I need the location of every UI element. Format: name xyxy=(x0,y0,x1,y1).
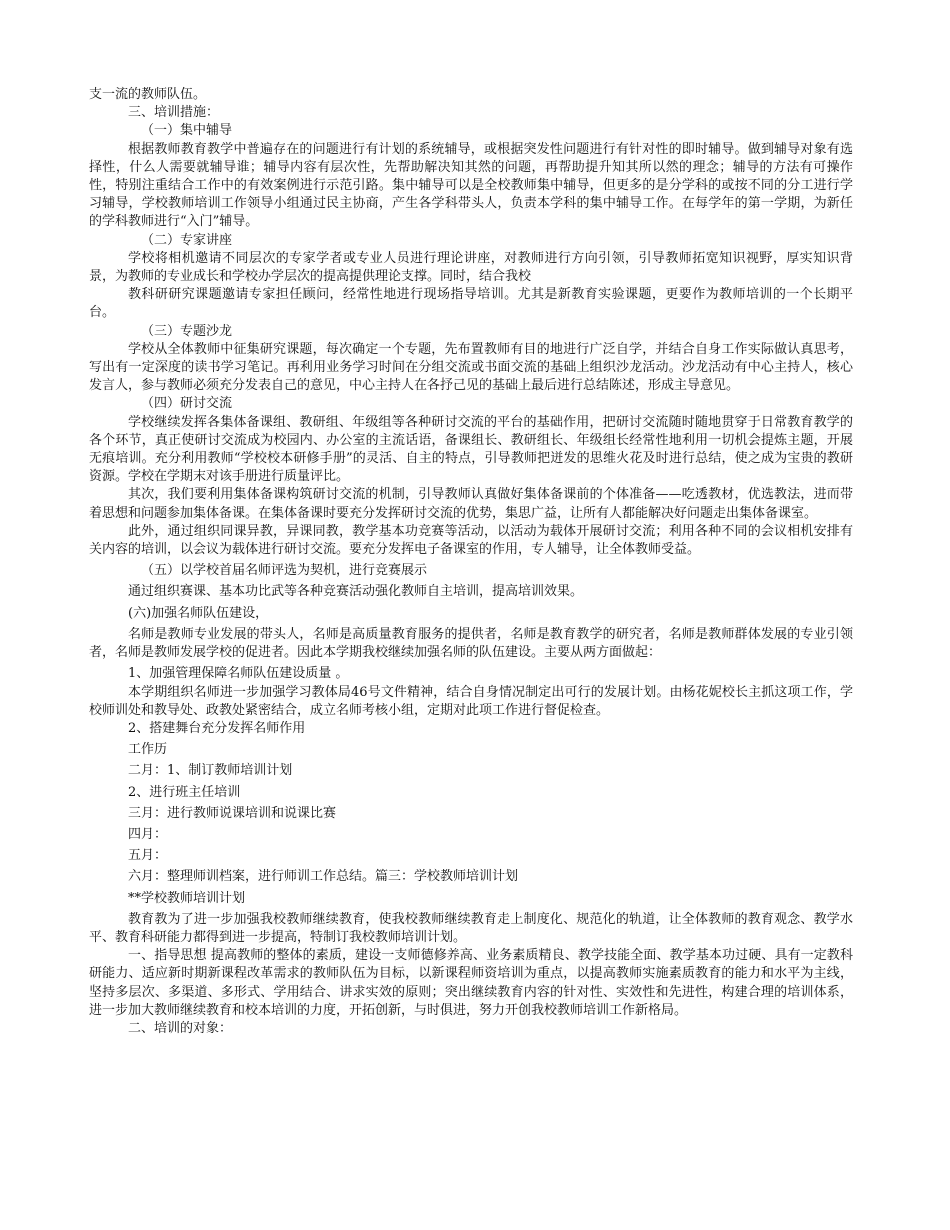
paragraph: 学校继续发挥各集体备课组、教研组、年级组等各种研讨交流的平台的基础作用，把研讨交流随时随地贯穿于日常教育教学的各个环节，真正使研讨交流成为校园内、办公室的主流话语，备课组长、教研组长、年级组长经常性地利用一切机会提炼主题，开展无痕培训。充分利用教师“学校校本研修手册”的灵活、自主的特点，引导教师把迸发的思维火花及时进行总结，使之成为宝贵的教研资源。学校在学期末对该手册进行质量评比。 xyxy=(89,414,853,485)
paragraph: 教科研研究课题邀请专家担任顾问，经常性地进行现场指导培训。尤其是新教育实验课题，更要作为教师培训的一个长期平台。 xyxy=(89,287,853,321)
section-heading: 三、培训措施： xyxy=(128,105,220,121)
section-heading: 二、培训的对象： xyxy=(128,1020,233,1036)
schedule-item: 二月：1、制订教师培训计划 xyxy=(128,763,293,779)
schedule-item: 三月：进行教师说课培训和说课比赛 xyxy=(128,805,337,821)
paragraph: 教育教为了进一步加强我校教师继续教育，使我校教师继续教育走上制度化、规范化的轨道，让全体教师的教育观念、教学水平、教育科研能力都得到进一步提高，特制订我校教师培训计划。 xyxy=(89,911,853,945)
subsection-heading: （一）集中辅导 xyxy=(141,123,233,139)
list-item: 1、加强管理保障名师队伍建设质量 。 xyxy=(128,666,349,682)
schedule-title: 工作历 xyxy=(128,742,168,758)
paragraph: 名师是教师专业发展的带头人，名师是高质量教育服务的提供者，名师是教育教学的研究者，名师是教师群体发展的专业引领者，名师是教师发展学校的促进者。因此本学期我校继续加强名师的队伍建设。主要从两方面做起： xyxy=(89,626,853,661)
subsection-heading: (六)加强名师队伍建设， xyxy=(128,605,269,621)
schedule-item: 2、进行班主任培训 xyxy=(128,784,241,800)
paragraph: 本学期组织名师进一步加强学习教体局46号文件精神，结合自身情况制定出可行的发展计划。由杨花妮校长主抓这项工作，学校师训处和教导处、政教处紧密结合，成立名师考核小组，定期对此项工作进行督促检查。 xyxy=(89,684,853,718)
subsection-heading: （二）专家讲座 xyxy=(141,232,233,248)
subsection-heading: （三）专题沙龙 xyxy=(141,323,233,339)
schedule-item: 五月： xyxy=(128,848,168,864)
paragraph: 学校将相机邀请不同层次的专家学者或专业人员进行理论讲座，对教师进行方向引领，引导教师拓宽知识视野，厚实知识背景，为教师的专业成长和学校办学层次的提高提供理论支撑。同时，结合我校 xyxy=(89,250,853,285)
document-body xyxy=(89,86,853,1038)
schedule-item: 六月：整理师训档案，进行师训工作总结。篇三：学校教师培训计划 xyxy=(128,869,519,885)
paragraph: 根据教师教育教学中普遍存在的问题进行有计划的系统辅导，或根据突发性问题进行有针对性的即时辅导。做到辅导对象有选择性，什么人需要就辅导谁；辅导内容有层次性，先帮助解决知其然的问题，再帮助提升知其所以然的理念；辅导的方法有可操作性，特别注重结合工作中的有效案例进行示范引路。集中辅导可以是全校教师集中辅导，但更多的是分学科的或按不同的分工进行学习辅导，学校教师培训工作领导小组通过民主协商，产生各学科带头人，负责本学科的集中辅导工作。在每学年的第一学期，为新任的学科教师进行“入门”辅导。 xyxy=(89,141,853,230)
schedule-item: 四月： xyxy=(128,826,168,842)
paragraph: 学校从全体教师中征集研究课题，每次确定一个专题，先布置教师有目的地进行广泛自学，并结合自身工作实际做认真思考，写出有一定深度的读书学习笔记。再利用业务学习时间在分组交流或书面交流的基础上组织沙龙活动。沙龙活动有中心主持人，核心发言人，参与教师必须充分发表自己的意见，中心主持人在各抒己见的基础上最后进行总结陈述，形成主导意见。 xyxy=(89,341,853,394)
subsection-heading: （五）以学校首届名师评选为契机，进行竞赛展示 xyxy=(141,563,428,579)
paragraph: 支一流的教师队伍。 xyxy=(89,87,207,102)
list-item: 2、搭建舞台充分发挥名师作用 xyxy=(128,720,306,736)
paragraph: 其次，我们要利用集体备课构筑研讨交流的机制，引导教师认真做好集体备课前的个体准备——吃透教材，优选教法，进而带着思想和问题参加集体备课。在集体备课时要充分发挥研讨交流的优势，集思广益，让所有人都能解决好问题走出集体备课室。 xyxy=(89,487,853,521)
document-title: **学校教师培训计划 xyxy=(128,890,246,906)
paragraph: 一、指导思想 提高教师的整体的素质，建设一支师德修养高、业务素质精良、教学技能全面、教学基本功过硬、具有一定教科研能力、适应新时期新课程改革需求的教师队伍为目标，以新课程师资培训为重点，以提高教师实施素质教育的能力和水平为主线，坚持多层次、多渠道、多形式、学用结合、讲求实效的原则；突出继续教育内容的针对性、实效性和先进性，构建合理的培训体系，进一步加大教师继续教育和校本培训的力度，开拓创新，与时俱进，努力开创我校教师培训工作新格局。 xyxy=(89,948,853,1018)
subsection-heading: （四）研讨交流 xyxy=(141,396,233,412)
paragraph: 此外，通过组织同课异教，异课同教，教学基本功竞赛等活动，以活动为载体开展研讨交流；利用各种不同的会议相机安排有关内容的培训，以会议为载体进行研讨交流。要充分发挥电子备课室的作用，专人辅导，让全体教师受益。 xyxy=(89,523,853,558)
paragraph: 通过组织赛课、基本功比武等各种竞赛活动强化教师自主培训，提高培训效果。 xyxy=(128,584,584,600)
